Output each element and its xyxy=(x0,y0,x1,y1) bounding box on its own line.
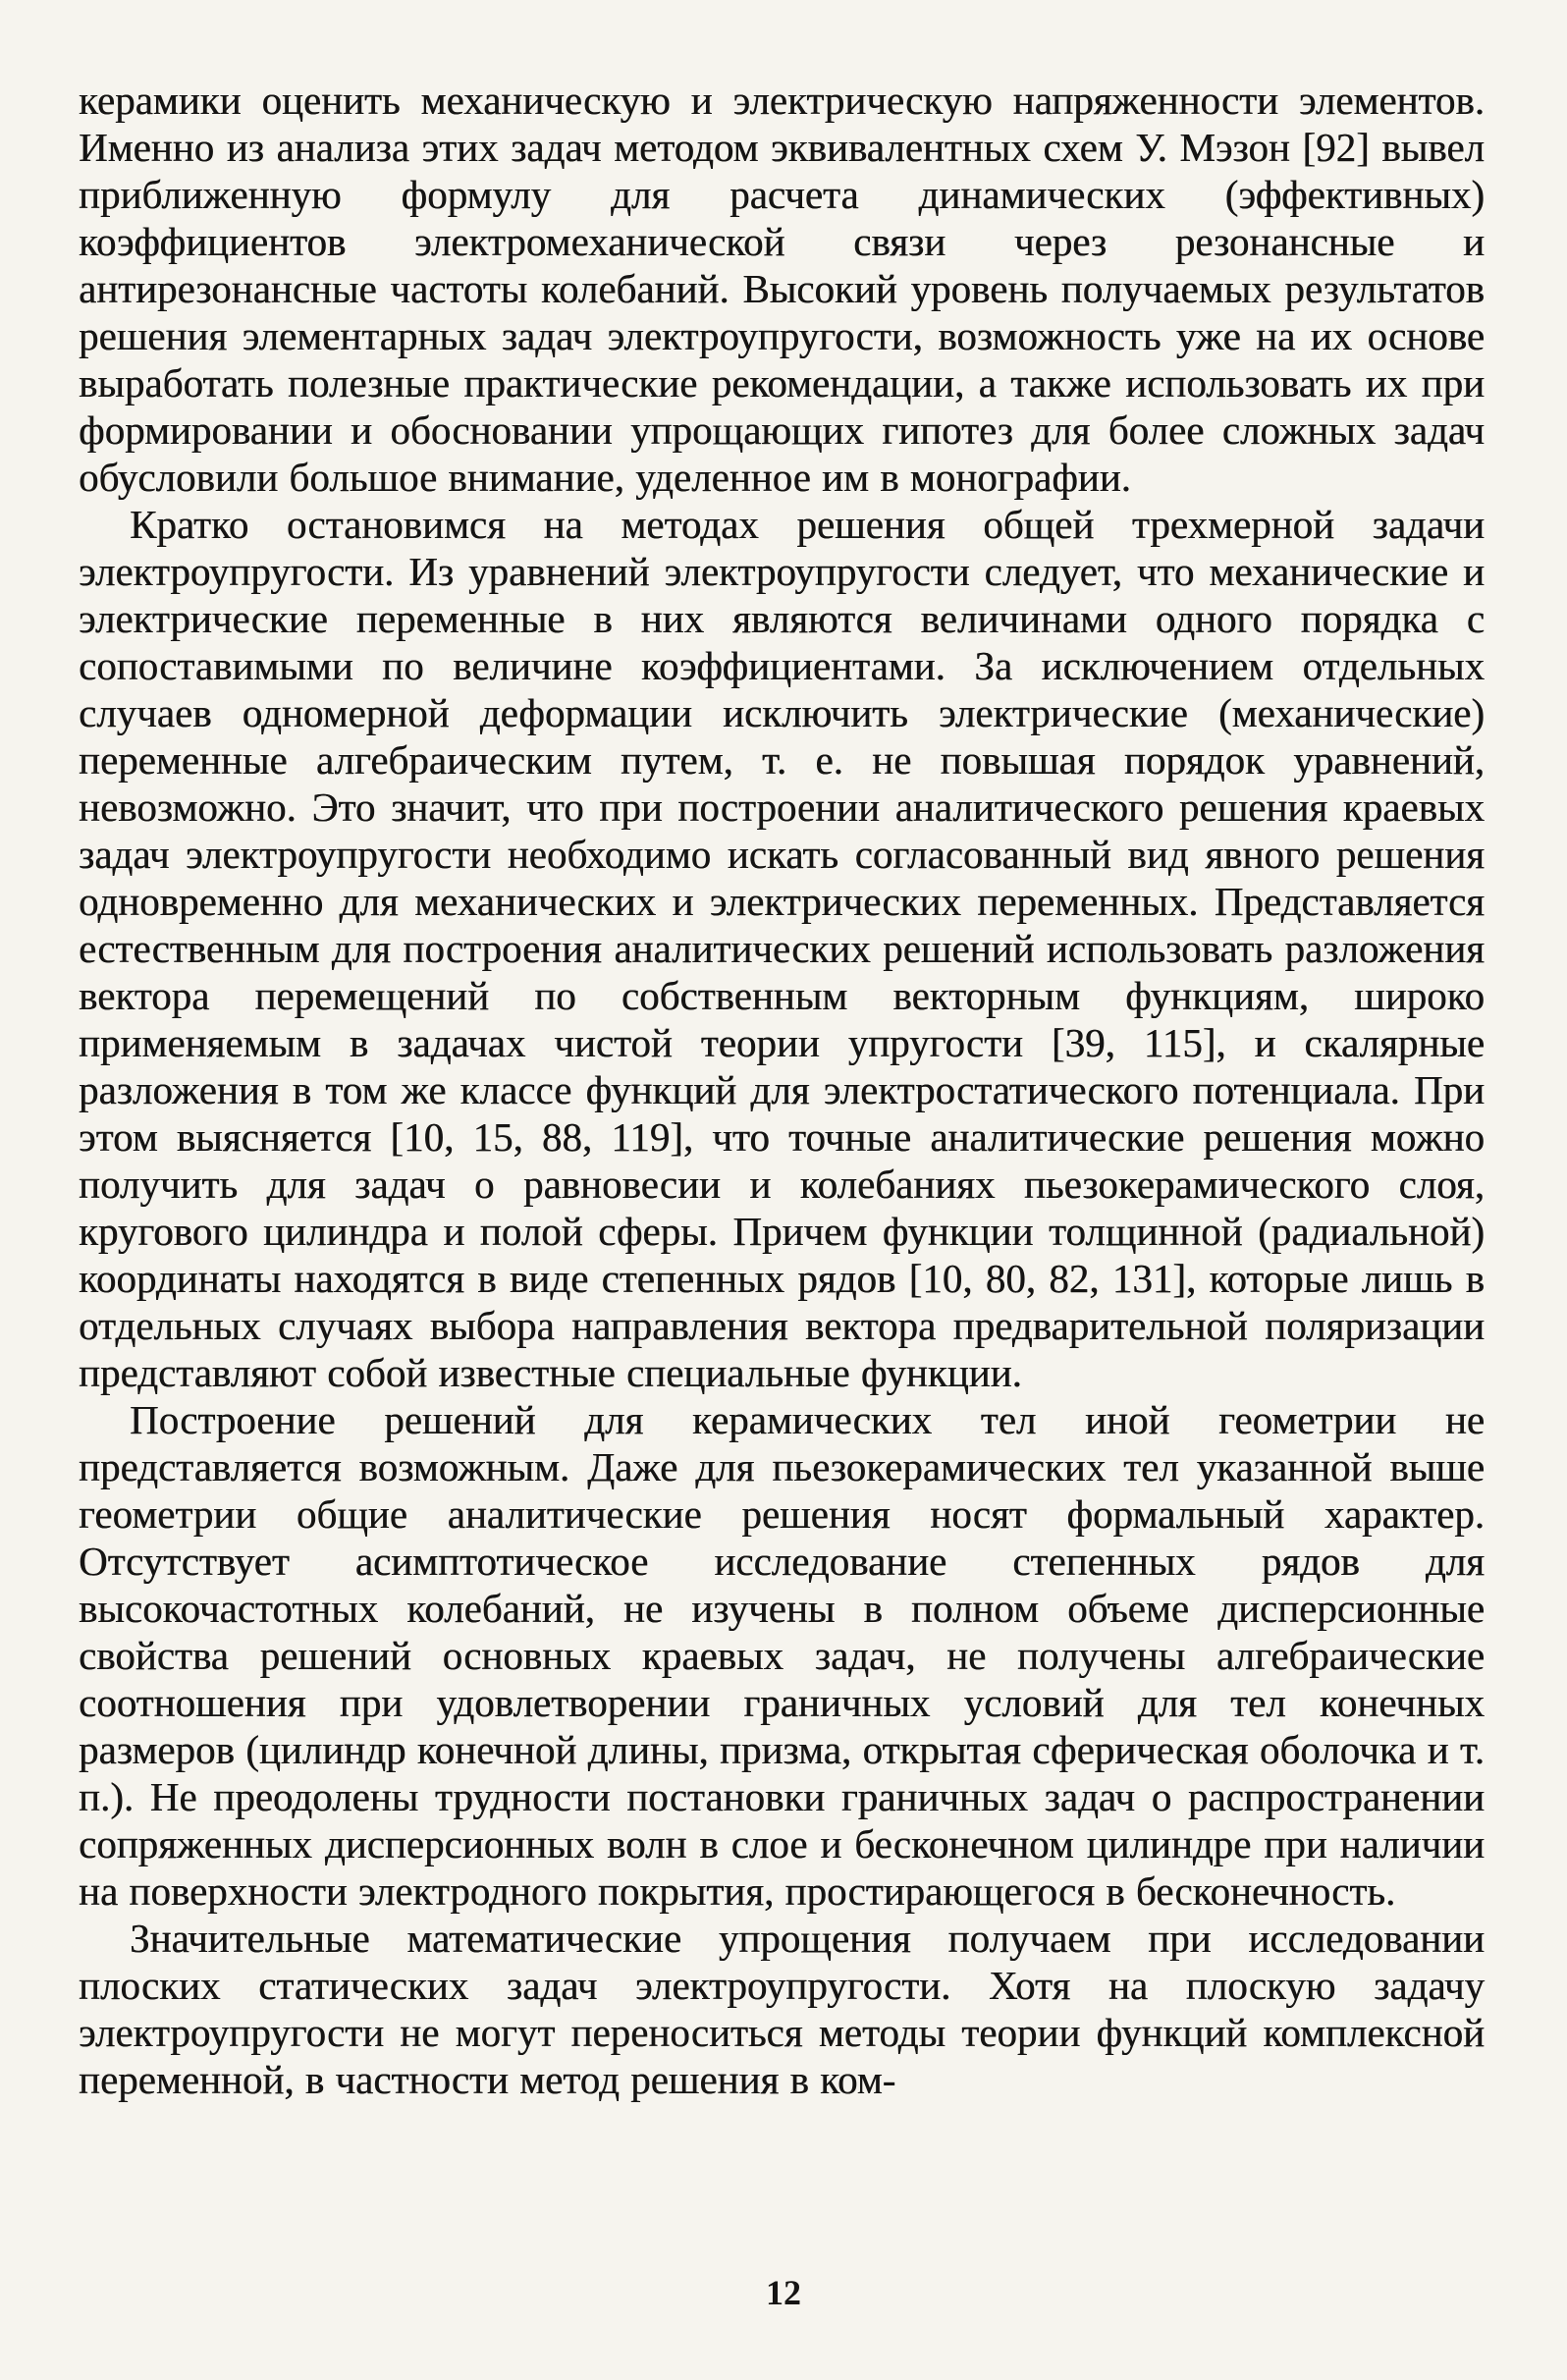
body-text xyxy=(79,77,1485,2103)
page-number: 12 xyxy=(766,2273,801,2312)
paragraph-plane-static-problems: Значительные математические упрощения получаем при исследовании плоских статических задач электроупругости. Хотя на плоскую задачу электроупругости не могут переноситься методы теории функций комплексной переменной, в частности метод решения в ком- xyxy=(79,1916,1485,2102)
paragraph-three-dimensional-problem: Кратко остановимся на методах решения общей трехмерной задачи электроупругости. Из уравнений электроупругости следует, что механические и электрические переменные в них являются величинами одного порядка с сопоставимыми по величине коэффициентами. За исключением отдельных случаев одномерной деформации исключить электрические (механические) переменные алгебраическим путем, т. е. не повышая порядок уравнений, невозможно. Это значит, что при построении аналитического решения краевых задач электроупругости необходимо искать согласованный вид явного решения одновременно для механических и электрических переменных. Представляется естественным для построения аналитических решений использовать разложения вектора перемещений по собственным векторным функциям, широко применяемым в задачах чистой теории упругости [39, 115], и скалярные разложения в том же классе функций для электростатического потенциала. При этом выясняется [10, 15, 88, 119], что точные аналитические решения можно получить для задач о равновесии и колебаниях пьезокерамического слоя, кругового цилиндра и полой сферы. Причем функции толщинной (радиальной) координаты находятся в виде степенных рядов [10, 80, 82, 131], которые лишь в отдельных случаях выбора направления вектора предварительной поляризации представляют собой известные специальные функции. xyxy=(79,502,1485,1395)
paragraph-continuation: керамики оценить механическую и электрическую напряженности элементов. Именно из анализа этих задач методом эквивалентных схем У. Мэзон [92] вывел приближенную формулу для расчета динамических (эффективных) коэффициентов электромеханической связи через резонансные и антирезонансные частоты колебаний. Высокий уровень получаемых результатов решения элементарных задач электроупругости, возможность уже на их основе выработать полезные практические рекомендации, а также использовать их при формировании и обосновании упрощающих гипотез для более сложных задач обусловили большое внимание, уделенное им в монографии. xyxy=(79,78,1485,500)
paragraph-other-geometries: Построение решений для керамических тел иной геометрии не представляется возможным. Даже для пьезокерамических тел указанной выше геометрии общие аналитические решения носят формальный характер. Отсутствует асимптотическое исследование степенных рядов для высокочастотных колебаний, не изучены в полном объеме дисперсионные свойства решений основных краевых задач, не получены алгебраические соотношения при удовлетворении граничных условий для тел конечных размеров (цилиндр конечной длины, призма, открытая сферическая оболочка и т. п.). Не преодолены трудности постановки граничных задач о распространении сопряженных дисперсионных волн в слое и бесконечном цилиндре при наличии на поверхности электродного покрытия, простирающегося в бесконечность. xyxy=(79,1397,1485,1914)
